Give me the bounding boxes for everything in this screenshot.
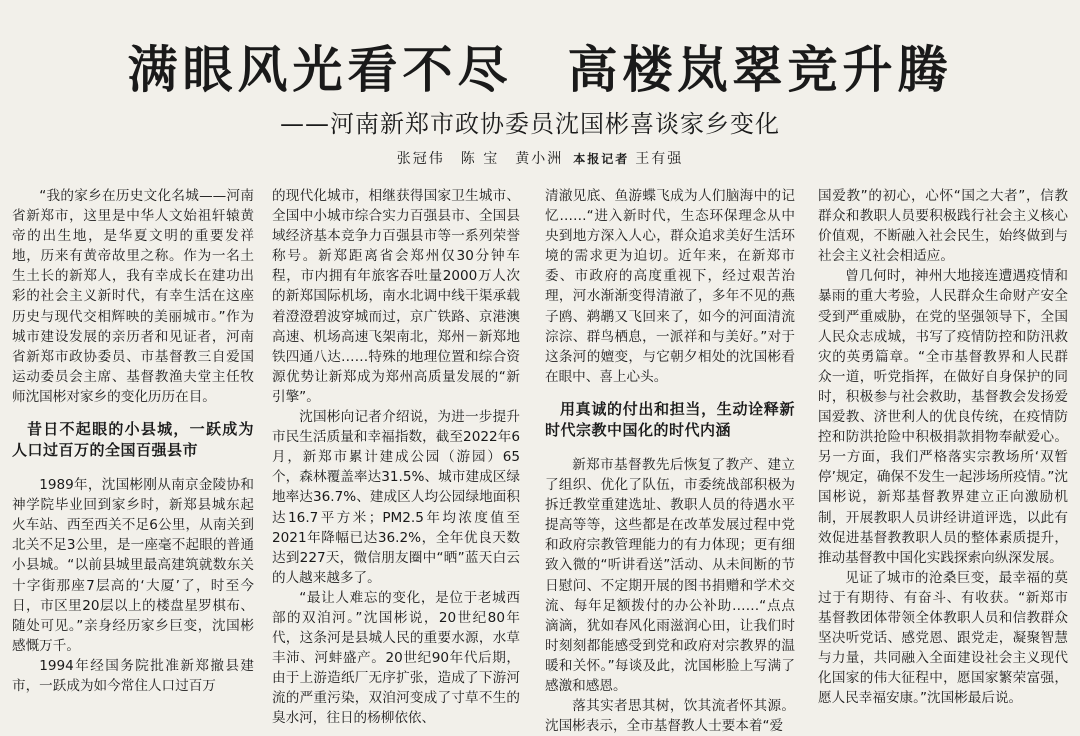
article-column-2	[272, 186, 520, 727]
article-column-4	[818, 186, 1068, 707]
paragraph: 曾几何时，神州大地接连遭遇疫情和暴雨的重大考验，人民群众生命财产安全受到严重威胁，在党的坚强领导下，全国人民众志成城，书写了疫情防控和防汛救灾的英勇篇章。“全市基督教界和人民群众一道，听党指挥，在做好自身保护的同时，积极参与社会救助，基督教会发扬爱国爱教、济世利人的优良传统，在疫情防控和防洪抢险中积极捐款捐物奉献爱心。另一方面，我们严格落实宗教场所‘双暂停’规定，确保不发生一起涉场所疫情。”沈国彬说，新郑基督教界建立正向激励机制，开展教职人员讲经讲道评选，以此有效促进基督教教职人员的整体素质提升，推动基督教中国化实践探索向纵深发展。	[818, 268, 1068, 566]
headline: 满眼风光看不尽 高楼岚翠竞升腾	[127, 40, 953, 99]
byline	[0, 148, 1080, 168]
paragraph: 1994年经国务院批准新郑撤县建市，一跃成为如今常住人口过百万	[12, 657, 254, 694]
paragraph: 国爱教”的初心，心怀“国之大者”，信教群众和教职人员要积极践行社会主义核心价值观，不断融入社会民生，始终做到与社会主义社会相适应。	[818, 188, 1068, 265]
byline-role: 本报记者	[573, 152, 630, 166]
section-heading: 用真诚的付出和担当，生动诠释新时代宗教中国化的时代内涵	[545, 399, 795, 439]
paragraph: 新郑市基督教先后恢复了教产、建立了组织、优化了队伍，市委统战部积极为拆迁教堂重建选址、教职人员的待遇水平提高等等，这些都是在改革发展过程中党和政府宗教管理能力的有力体现；更有细致入微的“听讲看送”活动、从未间断的节日慰问、不定期开展的图书捐赠和学术交流、每年足额拨付的办公补助……“点点滴滴，犹如春风化雨滋润心田，让我们时时刻刻都能感受到党和政府对宗教界的温暖和关怀。”每谈及此，沈国彬脸上写满了感激和感恩。	[545, 456, 795, 694]
byline-authors: 张冠伟 陈 宝 黄小洲	[396, 151, 564, 167]
byline-reporter: 王有强	[635, 151, 684, 167]
paragraph: 落其实者思其树，饮其流者怀其源。沈国彬表示，全市基督教人士要本着“爱	[545, 698, 795, 735]
subheadline: ——河南新郑市政协委员沈国彬喜谈家乡变化	[280, 110, 780, 138]
article-column-1	[12, 186, 254, 702]
paragraph: 沈国彬向记者介绍说，为进一步提升市民生活质量和幸福指数，截至2022年6月，新郑市累计建成公园（游园）65个，森林覆盖率达31.5%、城市建成区绿地率达36.7%、建成区人均公园绿地面积达16.7平方米；PM2.5年均浓度值至2021年降幅已达36.2%，全年优良天数达到227天，微信朋友圈中“晒”蓝天白云的人越来越多了。	[272, 409, 520, 586]
paragraph: 1989年，沈国彬刚从南京金陵协和神学院毕业回到家乡时，新郑县城东起火车站、西至西关不足6公里，从南关到北关不足3公里，是一座毫不起眼的普通小县城。“以前县城里最高建筑就数东关十字街那座7层高的‘大厦’了，时至今日，市区里20层以上的楼盘星罗棋布、随处可见。”亲身经历家乡巨变，沈国彬感慨万千。	[12, 477, 254, 654]
paragraph: “最让人难忘的变化，是位于老城西部的双洎河。”沈国彬说，20世纪80年代，这条河是县城人民的重要水源，水草丰沛、河蚌盛产。20世纪90年代后期，由于上游造纸厂无序扩张，造成了下游河流的严重污染，双洎河变成了寸草不生的臭水河，往日的杨柳依依、	[272, 589, 520, 727]
paragraph: “我的家乡在历史文化名城——河南省新郑市，这里是中华人文始祖轩辕黄帝的出生地，是华夏文明的重要发祥地，历来有黄帝故里之称。作为一名土生土长的新郑人，我有幸成长在建功出彩的社会主义新时代，有幸生活在这座历史与现代交相辉映的美丽城市。”作为城市建设发展的亲历者和见证者，河南省新郑市政协委员、市基督教三自爱国运动委员会主席、基督教渔夫堂主任牧师沈国彬对家乡的变化历历在目。	[12, 188, 254, 405]
paragraph: 的现代化城市，相继获得国家卫生城市、全国中小城市综合实力百强县市、全国县域经济基本竞争力百强县市等一系列荣誉称号。新郑距离省会郑州仅30分钟车程，市内拥有年旅客吞吐量2000万人次的新郑国际机场，南水北调中线干渠承载着澄澄碧波穿城而过，京广铁路、京港澳高速、机场高速飞架南北，郑州－新郑地铁四通八达……特殊的地理位置和综合资源优势让新郑成为郑州高质量发展的“新引擎”。	[272, 188, 520, 405]
article-column-3	[545, 186, 795, 735]
paragraph: 清澈见底、鱼游蝶飞成为人们脑海中的记忆……“进入新时代，生态环保理念从中央到地方深入人心，群众追求美好生活环境的需求更为迫切。近年来，在新郑市委、市政府的高度重视下，经过艰苦治理，河水渐渐变得清澈了，多年不见的燕子鸥、鹈鹕又飞回来了，如今的河面清流淙淙、群鸟栖息，一派祥和与美好。”对于这条河的嬗变，与它朝夕相处的沈国彬看在眼中、喜上心头。	[545, 188, 795, 385]
paragraph: 见证了城市的沧桑巨变，最幸福的莫过于有期待、有奋斗、有收获。“新郑市基督教团体带领全体教职人员和信教群众坚决听党话、感党恩、跟党走，凝聚智慧与力量，共同融入全面建设社会主义现代化国家的伟大征程中，愿国家繁荣富强，愿人民幸福安康。”沈国彬最后说。	[818, 569, 1068, 707]
section-heading: 昔日不起眼的小县城，一跃成为人口过百万的全国百强县市	[12, 420, 254, 460]
